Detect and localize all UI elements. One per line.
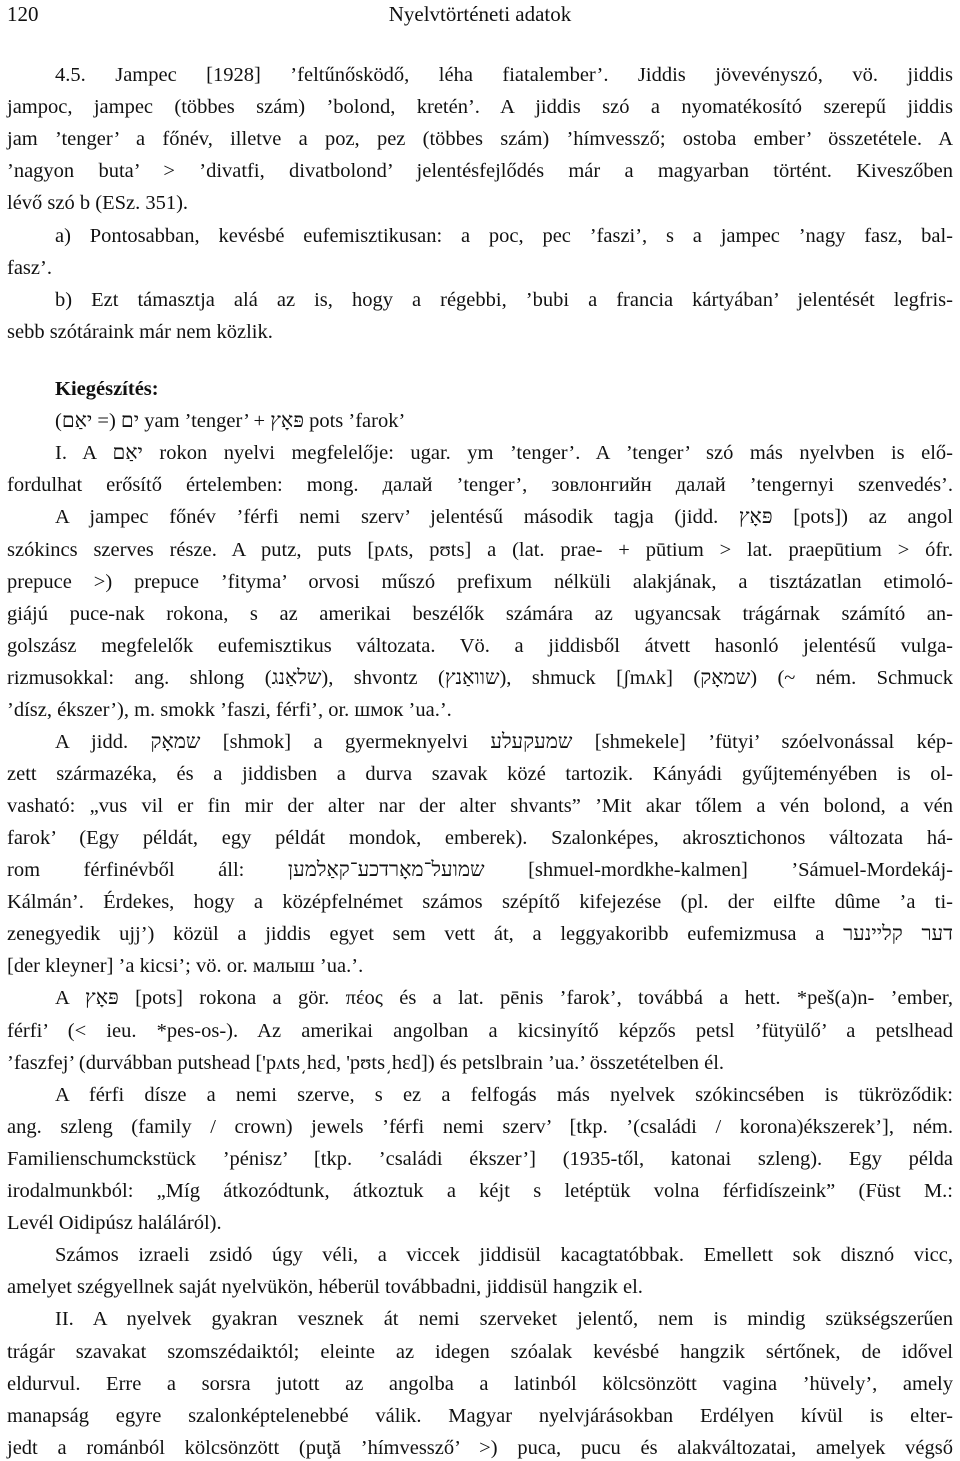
text-line: Familienschumckstück ’pénisz’ [tkp. ’családi ékszer’] (1935-től, katonai szleng). Egy példa [7,1148,953,1170]
text-line: ’nagyon buta’ > ’divatfi, divatbolond’ jelentésfejlődés már a magyarban történt. Kiveszőben [7,160,953,182]
text-line: fasz’. [7,257,52,279]
text-line: Számos izraeli zsidó úgy véli, a viccek jiddisül kacagtatóbbak. Emellett sok disznó vicc, [55,1244,953,1266]
text-line: trágár szavakat szomszédaiktól; eleinte az idegen szóalak kevésbé hangzik sértőnek, de idővel [7,1341,953,1363]
text-line: ’dísz, ékszer’), m. smokk ’faszi, férfi’, or. шмок ’ua.’. [7,699,452,721]
text-line: A jampec főnév ’férfi nemi szerv’ jelentésű második tagja (jidd. פּאָץ [pots]) az angol [55,506,953,528]
section-heading: Kiegészítés: [55,378,159,400]
text-line: rom férfinévből áll: שמועל־מאָרדכע־קאַלמען [shmuel-mordkhe-kalmen] ’Sámuel-Mordekáj- [7,859,953,881]
text-line: vasható: „vus vil er fin mir der alter nar der alter shvants” ’Mit akar tőlem a vén bolond, a vén [7,795,953,817]
text-line: giájú puce-nak rokona, s az amerikai beszélők számára az ugyancsak trágárnak számító an- [7,603,953,625]
text-line: zenegyedik ujj’) közül a jiddis egyet sem vett át, a leggyakoribb eufemizmusa a דער קליינער [7,923,953,945]
text-line: [der kleyner] ’a kicsi’; vö. or. малыш ’ua.’. [7,955,364,977]
text-line: a) Pontosabban, kevésbé eufemisztikusan: a poc, pec ’faszi’, s a jampec ’nagy fasz, bal- [55,225,953,247]
text-line: eldurvul. Erre a sorsra jutott az angolba a latinból kölcsönzött vagina ’hüvely’, amely [7,1373,953,1395]
text-line: irodalmunkból: „Míg átkozódtunk, átkoztuk a kéjt s letéptük volna férfidíszeink” (Füst M.: [7,1180,953,1202]
text-line: ’faszfej’ (durvábban putshead ['pʌts͵hɛd, 'pʊts͵hɛd]) és petslbrain ’ua.’ összetételben él. [7,1052,725,1074]
text-line: zett származéka, és a jiddisben a durva szavak közé tartozik. Kányádi gyűjteményében is ol- [7,763,953,785]
text-line: A férfi dísze a nemi szerve, s ez a felfogás más nyelvek szókincsében is tükröződik: [55,1084,953,1106]
running-title: Nyelvtörténeti adatok [388,2,572,26]
text-line: b) Ezt támasztja alá az is, hogy a régebbi, ’bubi a francia kártyában’ jelentését legfris- [55,289,953,311]
text-line: amelyet szégyellnek saját nyelvükön, héberül továbbadni, jiddisül hangzik el. [7,1276,643,1298]
text-line: ang. szleng (family / crown) jewels ’férfi nemi szerv’ [tkp. ’(családi / korona)ékszerek’], ném. [7,1116,953,1138]
text-line: golszász megfelelők eufemisztikus változata. Vö. a jiddisből átvett hasonló jelentésű vulga- [7,635,953,657]
text-line: sebb szótáraink már nem közlik. [7,321,273,343]
text-line: Levél Oidipúsz haláláról). [7,1212,222,1234]
text-line: 4.5. Jampec [1928] ’feltűnősködő, léha fiatalember’. Jiddis jövevényszó, vö. jiddis [55,64,953,86]
text-line: szókincs szerves része. A putz, puts [pʌts, pʊts] a (lat. prae- + pūtium > lat. praepūtium > ófr. [7,539,953,561]
text-line: A jidd. שמאָק [shmok] a gyermeknyelvi שמעקעלע [shmekele] ’fütyi’ szóelvonással kép- [55,731,953,753]
text-line: prepuce >) prepuce ’fityma’ orvosi műszó prefixum nélküli alakjának, a tisztázatlan etimoló- [7,571,953,593]
text-line: jampoc, jampec (többes szám) ’bolond, kretén’. A jiddis szó a nyomatékosító szerepű jiddis [7,96,953,118]
text-line: férfi’ (< ieu. *pes-os-). Az amerikai angolban a kicsinyítő képzős petsl ’fütyülő’ a petslhead [7,1020,953,1042]
text-line: farok’ (Egy példát, egy példát mondok, emberek). Szalonképes, akrosztichonos változata há- [7,827,953,849]
text-line: A פּאָץ [pots] rokona a gör. πέος és a lat. pēnis ’farok’, továbbá a hett. *peš(a)n- ’ember, [55,987,953,1009]
text-line: Kálmán’. Érdekes, hogy a középfelnémet számos szépítő kifejezése (pl. der eilfte dûme ’a ti- [7,891,953,913]
text-line: jedt a románból kölcsönzött (puţă ’hímvessző’ >) puca, pucu és alakváltozatai, amelyek végső [7,1437,953,1459]
page-number: 120 [7,2,39,26]
text-line: manapság egyre szalonképtelenebbé válik. Magyar nyelvjárásokban Erdélyen kívül is elter- [7,1405,953,1427]
text-line: jam ’tenger’ a főnév, illetve a poz, pez (többes szám) ’hímvessző; ostoba ember’ összetétele. A [7,128,953,150]
text-line: rizmusokkal: ang. shlong (שלאַנג), shvontz (שוואַנץ), shmuck [ʃmʌk] (שמאָק) (~ ném. Schmuck [7,667,953,689]
text-line: lévő szó b (ESz. 351). [7,192,189,214]
text-line: II. A nyelvek gyakran vesznek át nemi szerveket jelentő, nem is mindig szükségszerűen [55,1308,953,1330]
text-line: ים (= יאַם) yam ’tenger’ + פּאָץ pots ’farok’ [55,410,406,432]
text-line: I. A יאַם rokon nyelvi megfelelője: ugar. ym ’tenger’. A ’tenger’ szó más nyelvben is elő- [55,442,953,464]
text-line: fordulhat erősítő értelemben: mong. далай ’tenger’, зовлонгийн далай ’tengernyi szenvedés’. [7,474,953,496]
